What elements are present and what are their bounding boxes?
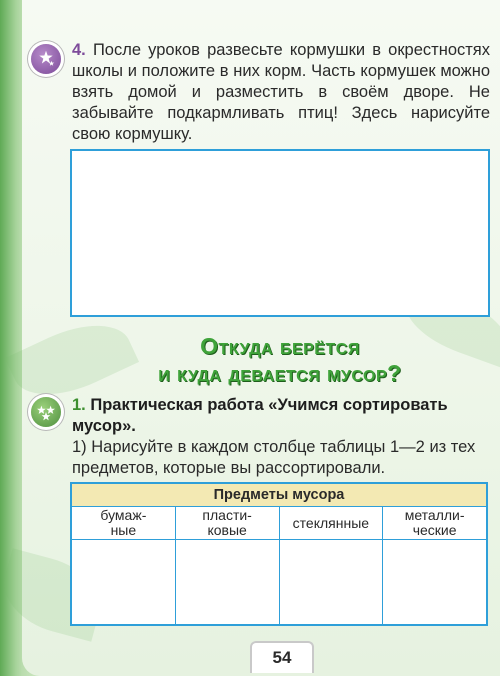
column-metal: металли- ческие bbox=[383, 507, 486, 539]
task1-title: Практическая работа «Учимся сортировать мусор». bbox=[72, 396, 448, 435]
page-number: 54 bbox=[250, 641, 314, 673]
table-header: Предметы мусора bbox=[72, 484, 486, 507]
trash-sorting-table bbox=[70, 482, 488, 626]
drawing-cell-metal[interactable] bbox=[383, 540, 486, 625]
table-drawing-row bbox=[72, 540, 486, 625]
task4-body: После уроков развесьте кормушки в окрестностях школы и положите в них корм. Часть кормушек можно взять домой и разместить в своём дворе. Не забывайте подкармливать птиц! Здесь нарисуйте свою кормушку. bbox=[72, 41, 490, 143]
stars-icon bbox=[35, 401, 57, 423]
task4-number: 4. bbox=[72, 41, 86, 59]
task1-instruction: 1) Нарисуйте в каждом столбце таблицы 1—2 из тех предметов, которые вы рассортировали. bbox=[72, 438, 476, 477]
column-glass: стеклянные bbox=[280, 507, 384, 539]
drawing-cell-glass[interactable] bbox=[280, 540, 384, 625]
section-heading-line2: и куда девается мусор? bbox=[158, 360, 402, 386]
drawing-area[interactable] bbox=[70, 149, 490, 317]
task4-text bbox=[72, 40, 490, 145]
task4-badge bbox=[31, 44, 61, 74]
column-paper: бумаж- ные bbox=[72, 507, 176, 539]
section-heading bbox=[100, 333, 460, 387]
drawing-cell-plastic[interactable] bbox=[176, 540, 280, 625]
table-column-headers bbox=[72, 507, 486, 540]
column-plastic: пласти- ковые bbox=[176, 507, 280, 539]
drawing-cell-paper[interactable] bbox=[72, 540, 176, 625]
task1-text bbox=[72, 395, 490, 479]
section-heading-line1: Откуда берётся bbox=[200, 333, 360, 359]
stars-icon bbox=[35, 48, 57, 70]
task1-badge bbox=[31, 397, 61, 427]
task1-number: 1. bbox=[72, 396, 86, 414]
